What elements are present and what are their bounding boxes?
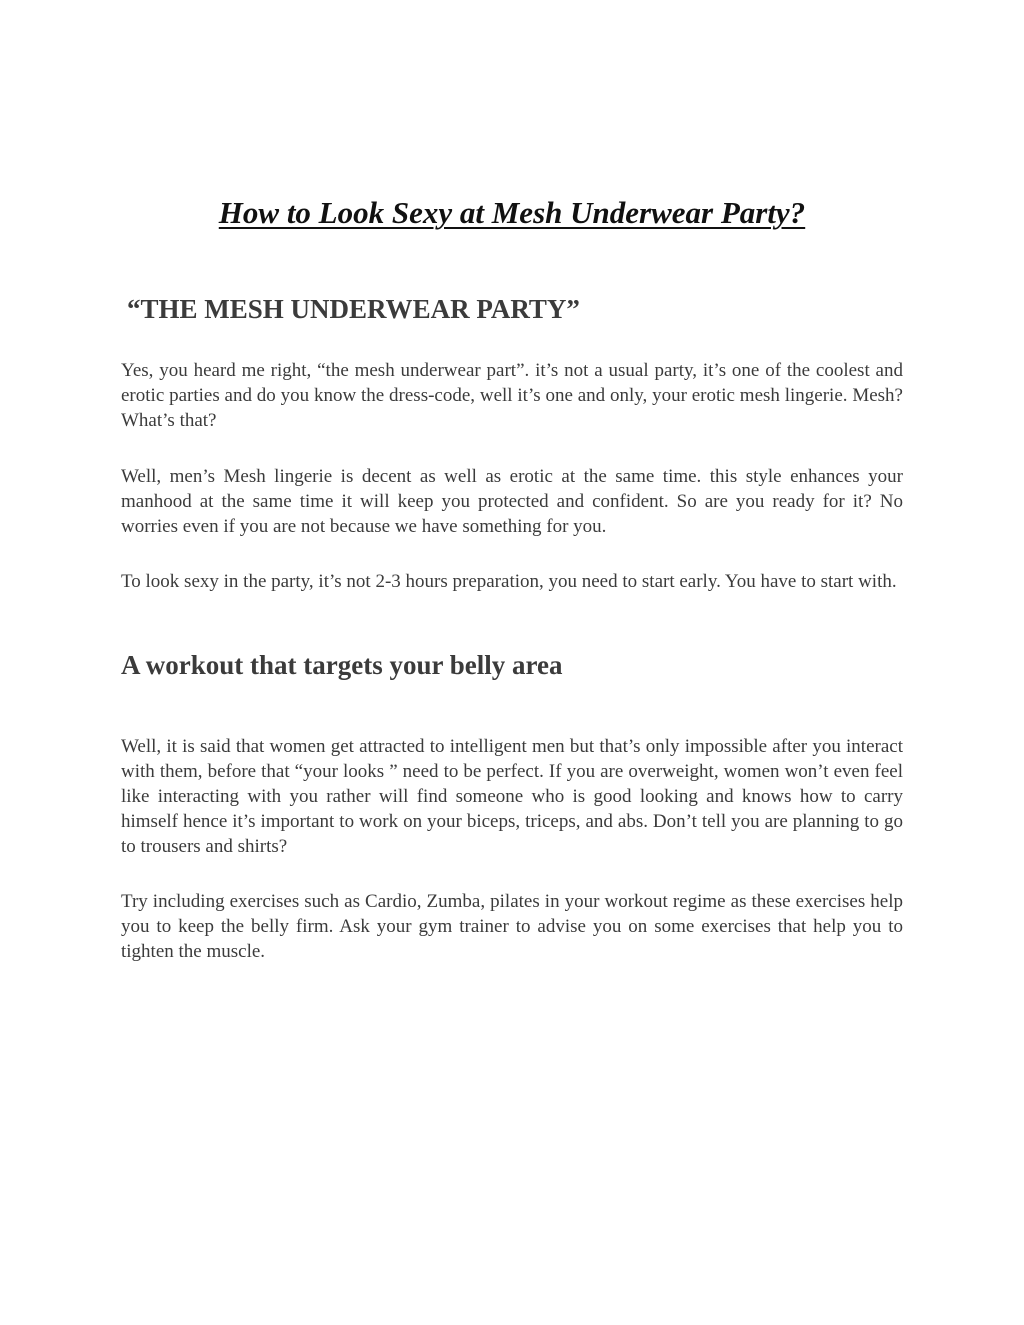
- section-heading: A workout that targets your belly area: [121, 650, 563, 680]
- document-title: How to Look Sexy at Mesh Underwear Party?: [218, 195, 806, 230]
- document-subtitle: “THE MESH UNDERWEAR PARTY”: [127, 294, 580, 324]
- intro-paragraph: Well, men’s Mesh lingerie is decent as well as erotic at the same time. this style enhances your manhood at the same time it will keep you protected and confident. So are you ready for it? No worries even if you are not because we have something for you.: [121, 466, 903, 537]
- intro-paragraph: Yes, you heard me right, “the mesh underwear part”. it’s not a usual party, it’s one of the coolest and erotic parties and do you know the dress-code, well it’s one and only, your erotic mesh lingerie. Mesh? What’s that?: [121, 360, 903, 431]
- section-paragraph: Try including exercises such as Cardio, Zumba, pilates in your workout regime as these exercises help you to keep the belly firm. Ask your gym trainer to advise you on some exercises that help you to tighten the muscle.: [121, 891, 903, 962]
- section-paragraph: Well, it is said that women get attracted to intelligent men but that’s only impossible after you interact with them, before that “your looks ” need to be perfect. If you are overweight, women won’t even feel like interacting with you rather will find someone who is good looking and knows how to carry himself hence it’s important to work on your biceps, triceps, and abs. Don’t tell you are planning to go to trousers and shirts?: [121, 736, 903, 857]
- intro-paragraph: To look sexy in the party, it’s not 2-3 hours preparation, you need to start early. You have to start with.: [121, 571, 897, 592]
